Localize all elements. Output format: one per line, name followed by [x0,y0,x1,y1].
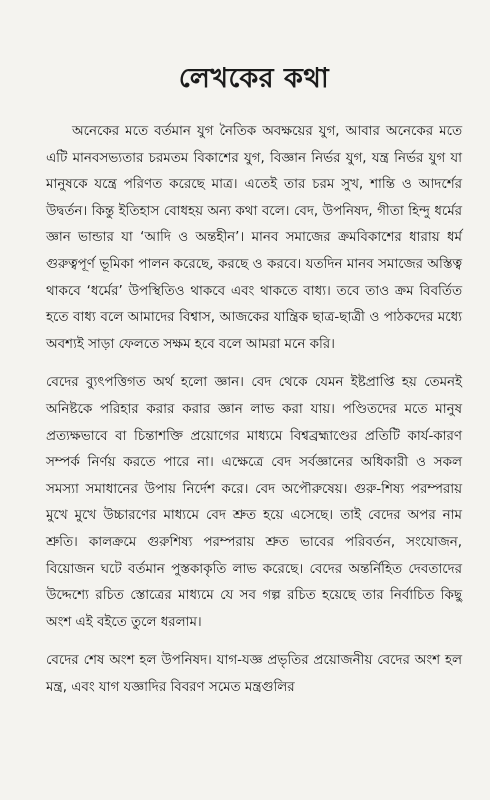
paragraph-2: বেদের ব্যুৎপত্তিগত অর্থ হলো জ্ঞান। বেদ থেকে যেমন ইষ্টপ্রাপ্তি হয় তেমনই অনিষ্টকে পরিহার করার করার জ্ঞান লাভ করা যায়। পণ্ডিতদের মতে মানুষ প্রত্যক্ষভাবে বা চিন্তাশক্তি প্রয়োগের মাধ্যমে বিশ্বব্রহ্মাণ্ডের প্রতিটি কার্য-কারণ সম্পর্ক নির্ণয় করতে পারে না। এক্ষেত্রে বেদ সর্বজ্ঞানের অধিকারী ও সকল সমস্যা সমাধানের উপায় নির্দেশ করে। বেদ অপৌরুষেয়। গুরু-শিষ্য পরম্পরায় মুখে মুখে উচ্চারণের মাধ্যমে বেদ শ্রুত হয়ে এসেছে। তাই বেদের অপর নাম শ্রুতি। কালক্রমে গুরুশিষ্য পরম্পরায় শ্রুত ভাবের পরিবর্তন, সংযোজন, বিয়োজন ঘটে বর্তমান পুস্তকাকৃতি লাভ করেছে। বেদের অন্তর্নিহিত দেবতাদের উদ্দেশ্যে রচিত স্তোত্রের মাধ্যমে যে সব গল্প রচিত হয়েছে তার নির্বাচিত কিছু অংশ এই বইতে তুলে ধরলাম। [46,375,462,630]
paragraph-1: অনেকের মতে বর্তমান যুগ নৈতিক অবক্ষয়ের যুগ, আবার অনেকের মতে এটি মানবসভ্যতার চরমতম বিকাশের যুগ, বিজ্ঞান নির্ভর যুগ, যন্ত্র নির্ভর যুগ যা মানুষকে যন্ত্রে পরিণত করেছে মাত্র। এতেই তার চরম সুখ, শান্তি ও আদর্শের উদ্বর্তন। কিন্তু ইতিহাস বোধহয় অন্য কথা বলে। বেদ, উপনিষদ, গীতা হিন্দু ধর্মের জ্ঞান ভান্ডার যা ‘আদি ও অন্তহীন’। মানব সমাজের ক্রমবিকাশের ধারায় ধর্ম গুরুত্বপূর্ণ ভূমিকা পালন করেছে, করছে ও করবে। যতদিন মানব সমাজের অস্তিত্ব থাকবে ‘ধর্মের’ উপস্থিতিও থাকবে এবং থাকতে বাধ্য। তবে তাও ক্রম বিবর্তিত হতে বাধ্য বলে আমাদের বিশ্বাস, আজকের যান্ত্রিক ছাত্র-ছাত্রী ও পাঠকদের মধ্যে অবশ্যই সাড়া ফেলতে সক্ষম হবে বলে আমরা মনে করি। [46,124,462,352]
page-title: লেখকের কথা [178,63,330,94]
paragraph-3: বেদের শেষ অংশ হল উপনিষদ। যাগ-যজ্ঞ প্রভৃতির প্রয়োজনীয় বেদের অংশ হল মন্ত্র, এবং যাগ যজ্ঞাদির বিবরণ সমেত মন্ত্রগুলির [46,653,462,695]
